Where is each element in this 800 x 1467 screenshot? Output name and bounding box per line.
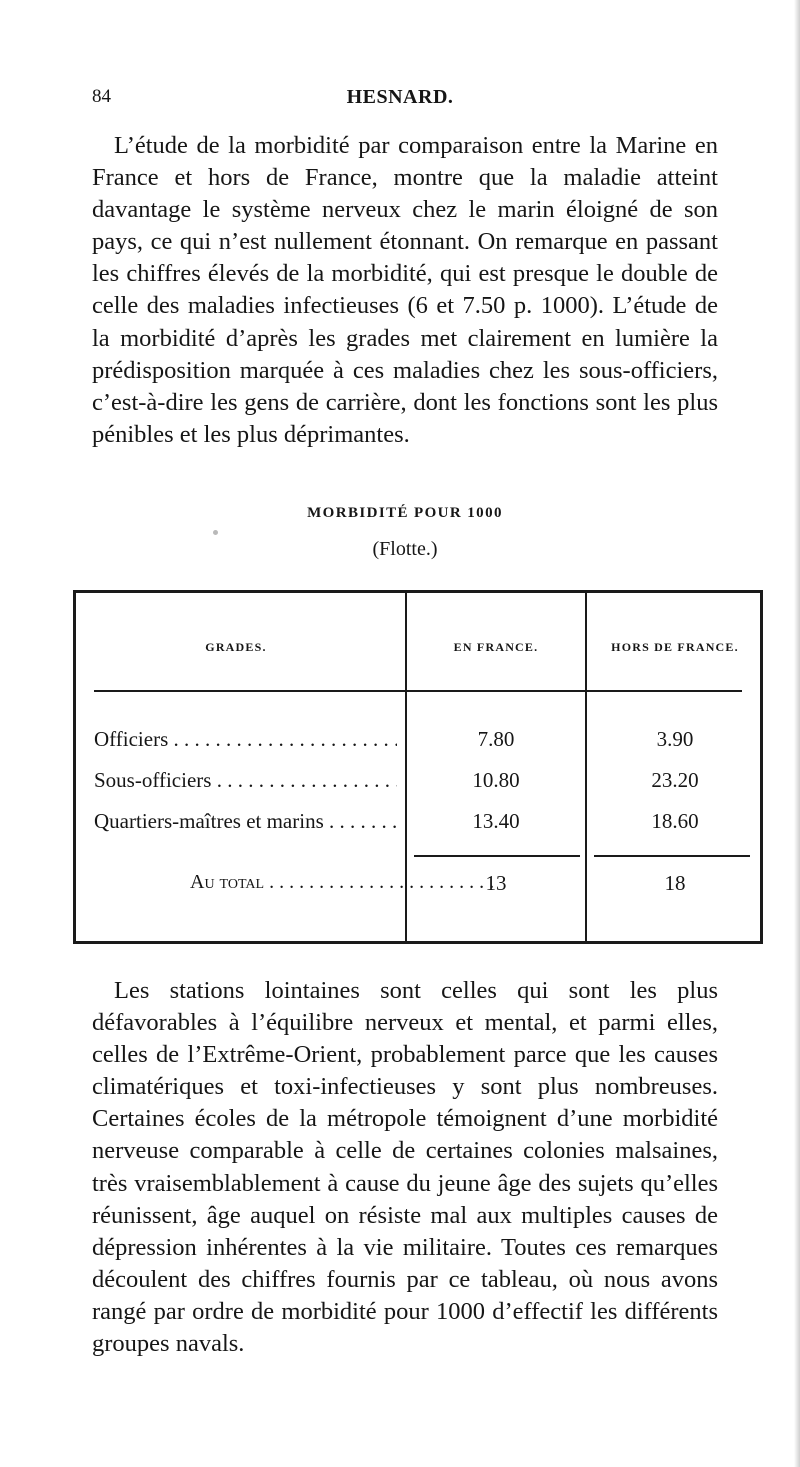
- table-row: [76, 768, 760, 800]
- value-hors-de-france: 18.60: [651, 809, 699, 833]
- running-head: [92, 86, 708, 116]
- page-number: 84: [92, 86, 111, 107]
- table-total-row: [76, 871, 760, 903]
- total-hors-de-france: 18: [664, 871, 686, 895]
- table-title: MORBIDITÉ POUR 1000: [307, 505, 503, 521]
- total-rule: [414, 855, 580, 857]
- row-grade-label: Sous-officiers . . .: [94, 768, 397, 793]
- morbidity-table: [73, 590, 763, 944]
- total-label: Au total . . .: [94, 871, 493, 894]
- column-header-en-france: EN FRANCE.: [453, 640, 539, 654]
- column-header-grades: GRADES.: [205, 640, 267, 654]
- value-hors-de-france: 3.90: [656, 727, 694, 751]
- header-rule: [94, 690, 742, 692]
- column-header-hors-de-france: HORS DE FRANCE.: [611, 640, 739, 654]
- table-row: [76, 727, 760, 759]
- table-row: [76, 809, 760, 841]
- row-grade-label: Quartiers-maîtres et marins . . .: [94, 809, 397, 834]
- value-en-france: 10.80: [472, 768, 520, 792]
- paragraph-morbidity-comparison: L’étude de la morbidité par comparaison entre la Marine en France et hors de France, montre que la maladie atteint davantage le système nerveux chez le marin éloigné de son pays, ce qui n’est nullement étonnant. On remarque en passant les chiffres élevés de la morbidité, qui est presque le double de celle des maladies infectieuses (6 et 7.50 p. 1000). L’étude de la morbidité d’après les grades met clairement en lumière la prédisposition marquée à ces maladies chez les sous-officiers, c’est-à-dire les gens de carrière, dont les fonctions sont les plus pénibles et les plus déprimantes.: [92, 132, 718, 448]
- table-subtitle: (Flotte.): [372, 538, 438, 560]
- row-grade-label: Officiers . . .: [94, 727, 397, 752]
- value-en-france: 7.80: [477, 727, 515, 751]
- value-en-france: 13.40: [472, 809, 520, 833]
- running-head-author: HESNARD.: [346, 86, 454, 108]
- value-hors-de-france: 23.20: [651, 768, 699, 792]
- page-edge-shadow: [794, 0, 800, 1467]
- total-rule: [594, 855, 750, 857]
- paragraph-distant-stations: Les stations lointaines sont celles qui sont les plus défavorables à l’équilibre nerveux et mental, et parmi elles, celles de l’Extrême-Orient, probablement parce que les causes climatériques et toxi-infectieuses y sont plus nombreuses. Certaines écoles de la métropole témoignent d’une morbidité nerveuse comparable à celle de certaines colonies malsaines, très vraisemblablement à cause du jeune âge des sujets qu’elles réunissent, âge auquel on résiste mal aux multiples causes de dépression inhérentes à la vie militaire. Toutes ces remarques découlent des chiffres fournis par ce tableau, où nous avons rangé par ordre de morbidité pour 1000 d’effectif les différents groupes navals.: [92, 977, 718, 1358]
- total-en-france: 13: [485, 871, 507, 895]
- print-speck: [213, 530, 218, 535]
